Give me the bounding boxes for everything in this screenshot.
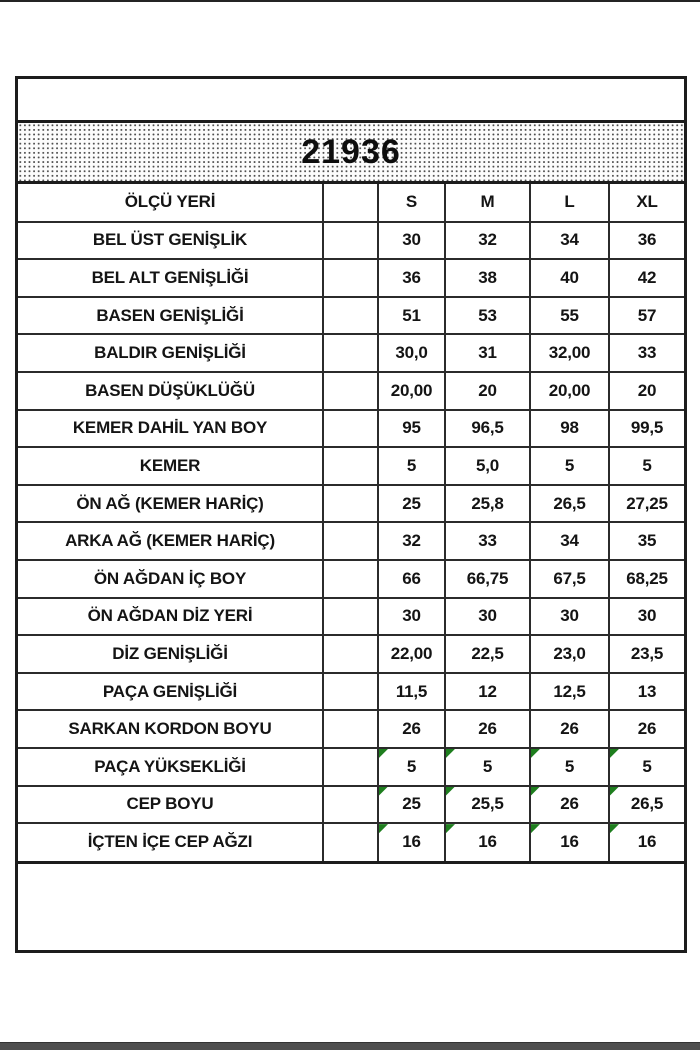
bottom-bar (0, 1042, 700, 1050)
value-cell: 34 (530, 222, 609, 260)
size-col-header-xl: XL (609, 184, 684, 222)
value-cell: 22,00 (378, 635, 445, 673)
empty-cell (323, 786, 378, 824)
footer-band (18, 861, 684, 950)
value-cell: 30 (609, 598, 684, 636)
value-cell: 25 (378, 786, 445, 824)
measure-label-cell: BALDIR GENİŞLİĞİ (18, 334, 323, 372)
value-cell: 25,8 (445, 485, 530, 523)
cell-corner-flag-icon (446, 787, 455, 796)
size-col-header-m: M (445, 184, 530, 222)
value-cell: 5 (609, 447, 684, 485)
value-cell: 23,5 (609, 635, 684, 673)
value-cell: 30 (378, 598, 445, 636)
cell-corner-flag-icon (531, 749, 540, 758)
measure-label-cell: ARKA AĞ (KEMER HARİÇ) (18, 522, 323, 560)
measure-label-cell: BASEN GENİŞLİĞİ (18, 297, 323, 335)
value-cell: 26 (530, 786, 609, 824)
value-cell: 5 (378, 748, 445, 786)
value-cell: 30,0 (378, 334, 445, 372)
table-row (18, 710, 684, 748)
value-cell: 42 (609, 259, 684, 297)
empty-cell (323, 410, 378, 448)
table-row (18, 748, 684, 786)
measure-place-header: ÖLÇÜ YERİ (18, 184, 323, 222)
empty-cell (323, 447, 378, 485)
value-cell: 16 (609, 823, 684, 861)
value-cell: 5 (378, 447, 445, 485)
value-cell: 67,5 (530, 560, 609, 598)
cell-corner-flag-icon (610, 749, 619, 758)
value-cell: 31 (445, 334, 530, 372)
value-cell: 32 (445, 222, 530, 260)
cell-corner-flag-icon (446, 749, 455, 758)
table-row (18, 823, 684, 861)
value-cell: 25,5 (445, 786, 530, 824)
cell-corner-flag-icon (379, 787, 388, 796)
value-cell: 96,5 (445, 410, 530, 448)
table-row (18, 786, 684, 824)
value-cell: 53 (445, 297, 530, 335)
measure-label-cell: BEL ALT GENİŞLİĞİ (18, 259, 323, 297)
value-cell: 5 (609, 748, 684, 786)
value-cell: 66,75 (445, 560, 530, 598)
table-row (18, 598, 684, 636)
value-cell: 12,5 (530, 673, 609, 711)
cell-corner-flag-icon (379, 824, 388, 833)
value-cell: 26,5 (609, 786, 684, 824)
cell-corner-flag-icon (531, 787, 540, 796)
cell-corner-flag-icon (610, 787, 619, 796)
value-cell: 33 (609, 334, 684, 372)
value-cell: 40 (530, 259, 609, 297)
measure-label-cell: DİZ GENİŞLİĞİ (18, 635, 323, 673)
empty-cell (323, 748, 378, 786)
value-cell: 27,25 (609, 485, 684, 523)
value-cell: 26 (530, 710, 609, 748)
value-cell: 23,0 (530, 635, 609, 673)
value-cell: 95 (378, 410, 445, 448)
value-cell: 26 (445, 710, 530, 748)
table-row (18, 222, 684, 260)
value-cell: 34 (530, 522, 609, 560)
measure-label-cell: KEMER DAHİL YAN BOY (18, 410, 323, 448)
value-cell: 36 (378, 259, 445, 297)
cell-corner-flag-icon (610, 824, 619, 833)
value-cell: 5 (530, 748, 609, 786)
empty-cell (323, 259, 378, 297)
measure-label-cell: PAÇA YÜKSEKLİĞİ (18, 748, 323, 786)
value-cell: 38 (445, 259, 530, 297)
measure-label-cell: BASEN DÜŞÜKLÜĞÜ (18, 372, 323, 410)
measure-label-cell: SARKAN KORDON BOYU (18, 710, 323, 748)
empty-cell (323, 560, 378, 598)
value-cell: 30 (530, 598, 609, 636)
empty-cell (323, 710, 378, 748)
empty-header-cell (323, 184, 378, 222)
empty-cell (323, 823, 378, 861)
value-cell: 20 (445, 372, 530, 410)
value-cell: 32 (378, 522, 445, 560)
measure-label-cell: KEMER (18, 447, 323, 485)
value-cell: 5 (530, 447, 609, 485)
empty-cell (323, 297, 378, 335)
table-row (18, 372, 684, 410)
size-table (18, 184, 684, 861)
empty-cell (323, 598, 378, 636)
value-cell: 32,00 (530, 334, 609, 372)
value-cell: 26,5 (530, 485, 609, 523)
measure-label-cell: ÖN AĞDAN İÇ BOY (18, 560, 323, 598)
value-cell: 5,0 (445, 447, 530, 485)
measure-label-cell: İÇTEN İÇE CEP AĞZI (18, 823, 323, 861)
value-cell: 55 (530, 297, 609, 335)
value-cell: 11,5 (378, 673, 445, 711)
value-cell: 36 (609, 222, 684, 260)
value-cell: 51 (378, 297, 445, 335)
size-col-header-s: S (378, 184, 445, 222)
table-row (18, 635, 684, 673)
value-cell: 16 (378, 823, 445, 861)
value-cell: 20,00 (530, 372, 609, 410)
measure-label-cell: CEP BOYU (18, 786, 323, 824)
table-row (18, 259, 684, 297)
page-title: 21936 (301, 132, 401, 171)
value-cell: 33 (445, 522, 530, 560)
empty-cell (323, 635, 378, 673)
value-cell: 30 (445, 598, 530, 636)
table-row (18, 410, 684, 448)
table-row (18, 297, 684, 335)
blank-header-row (18, 79, 684, 120)
cell-corner-flag-icon (531, 824, 540, 833)
value-cell: 20 (609, 372, 684, 410)
measure-label-cell: ÖN AĞ (KEMER HARİÇ) (18, 485, 323, 523)
value-cell: 25 (378, 485, 445, 523)
empty-cell (323, 522, 378, 560)
value-cell: 22,5 (445, 635, 530, 673)
value-cell: 16 (445, 823, 530, 861)
value-cell: 12 (445, 673, 530, 711)
table-row (18, 560, 684, 598)
model-number-band (18, 120, 684, 184)
size-col-header-l: L (530, 184, 609, 222)
table-row (18, 673, 684, 711)
value-cell: 66 (378, 560, 445, 598)
value-cell: 98 (530, 410, 609, 448)
value-cell: 57 (609, 297, 684, 335)
measure-label-cell: BEL ÜST GENİŞLİK (18, 222, 323, 260)
value-cell: 26 (378, 710, 445, 748)
table-row (18, 334, 684, 372)
value-cell: 5 (445, 748, 530, 786)
table-row (18, 485, 684, 523)
value-cell: 16 (530, 823, 609, 861)
empty-cell (323, 485, 378, 523)
empty-cell (323, 673, 378, 711)
value-cell: 68,25 (609, 560, 684, 598)
value-cell: 26 (609, 710, 684, 748)
measure-label-cell: ÖN AĞDAN DİZ YERİ (18, 598, 323, 636)
empty-cell (323, 372, 378, 410)
size-chart-frame (15, 76, 687, 953)
table-row (18, 447, 684, 485)
value-cell: 30 (378, 222, 445, 260)
cell-corner-flag-icon (446, 824, 455, 833)
value-cell: 13 (609, 673, 684, 711)
measure-label-cell: PAÇA GENİŞLİĞİ (18, 673, 323, 711)
value-cell: 99,5 (609, 410, 684, 448)
top-rule (0, 0, 700, 2)
value-cell: 20,00 (378, 372, 445, 410)
empty-cell (323, 222, 378, 260)
table-row (18, 522, 684, 560)
empty-cell (323, 334, 378, 372)
value-cell: 35 (609, 522, 684, 560)
cell-corner-flag-icon (379, 749, 388, 758)
table-header-row (18, 184, 684, 222)
